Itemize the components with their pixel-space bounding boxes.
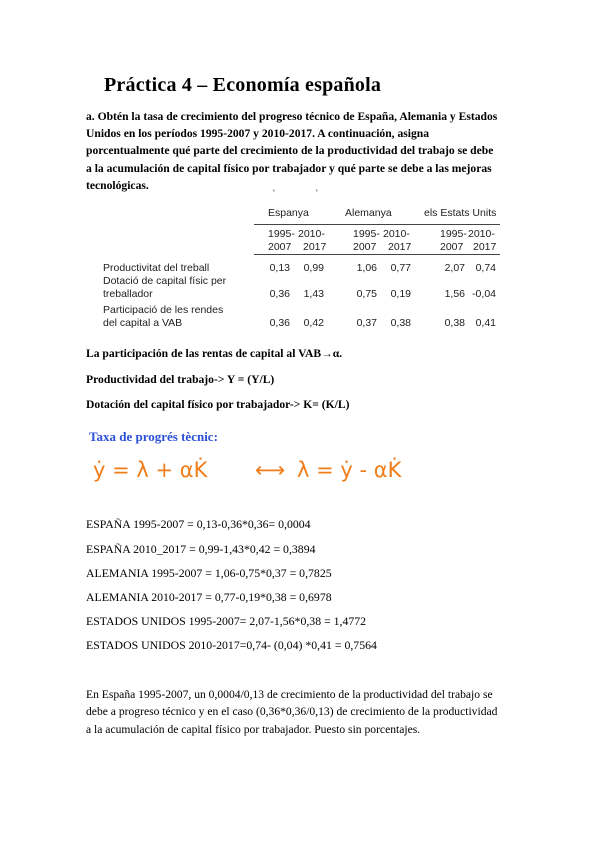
- table-cell: 0,38: [390, 317, 411, 329]
- table-cell: 0,13: [269, 262, 290, 274]
- formula-left: ẏ = λ + αK̇: [93, 458, 208, 482]
- table-cell: 0,77: [390, 262, 411, 274]
- row-label: del capital a VAB: [103, 317, 183, 329]
- row-label: Productivitat del treball: [103, 262, 210, 274]
- table-cell: 2,07: [444, 262, 465, 274]
- table-cell: 0,74: [475, 262, 496, 274]
- period-header: 2007: [268, 241, 292, 253]
- period-header: 1995-: [268, 228, 295, 240]
- table-cell: 0,36: [269, 288, 290, 300]
- table-cell: 1,56: [444, 288, 465, 300]
- calculation-line: ESTADOS UNIDOS 2010-2017=0,74- (0,04) *0,41 = 0,7564: [86, 638, 377, 652]
- period-header: 2007: [440, 241, 464, 253]
- calculation-line: ALEMANIA 1995-2007 = 1,06-0,75*0,37 = 0,7825: [86, 566, 332, 580]
- period-header: 2007: [353, 241, 377, 253]
- row-label: Participació de les rendes: [103, 304, 224, 316]
- country-header-germany: Alemanya: [345, 207, 392, 219]
- table-cell: 0,41: [475, 317, 496, 329]
- calculation-line: ESPAÑA 1995-2007 = 0,13-0,36*0,36= 0,0004: [86, 517, 311, 531]
- row-label: Dotació de capital físic per: [103, 275, 227, 287]
- table-cell: 0,19: [390, 288, 411, 300]
- period-header: 2010-: [468, 228, 495, 240]
- table-cell: 0,38: [444, 317, 465, 329]
- period-header: 2017: [388, 241, 412, 253]
- question-line: a la acumulación de capital físico por trabajador y qué parte se debe a las mejoras: [86, 161, 492, 175]
- question-paragraph: [86, 108, 517, 194]
- table-cell: 0,99: [303, 262, 324, 274]
- table-mark: ': [316, 188, 318, 198]
- table-cell: 0,75: [356, 288, 377, 300]
- row-label: treballador: [103, 288, 153, 300]
- period-header: 1995-: [353, 228, 380, 240]
- calculation-line: ESTADOS UNIDOS 1995-2007= 2,07-1,56*0,38 = 1,4772: [86, 614, 367, 628]
- table-cell: 0,37: [356, 317, 377, 329]
- calculation-line: ALEMANIA 2010-2017 = 0,77-0,19*0,38 = 0,6978: [86, 590, 332, 604]
- country-header-spain: Espanya: [268, 207, 309, 219]
- conclusion-line: debe a progreso técnico y en el caso (0,36*0,36/0,13) de crecimiento de la productividad: [86, 705, 498, 719]
- question-line: a. Obtén la tasa de crecimiento del progreso técnico de España, Alemania y Estados: [86, 110, 498, 123]
- period-header: 2010-: [383, 228, 410, 240]
- table-divider: [254, 254, 500, 255]
- conclusion-paragraph: [86, 686, 518, 738]
- question-line: porcentualmente qué parte del crecimiento de la productividad del trabajo se debe: [86, 144, 494, 158]
- period-header: 2010-: [298, 228, 325, 240]
- table-cell: 0,42: [303, 317, 324, 329]
- table-cell: 0,36: [269, 317, 290, 329]
- table-mark: ': [273, 188, 275, 198]
- period-header: 2017: [303, 241, 327, 253]
- table-cell: 1,06: [356, 262, 377, 274]
- definition-alpha: La participación de las rentas de capital al VAB→α.: [86, 347, 343, 360]
- table-cell: -0,04: [472, 288, 496, 300]
- double-arrow-icon: ⟷: [255, 458, 286, 482]
- formula-right: λ = ẏ - αK̇: [297, 458, 402, 482]
- conclusion-line: En España 1995-2007, un 0,0004/0,13 de crecimiento de la productividad del trabajo se: [86, 688, 493, 701]
- technical-progress-heading: Taxa de progrés tècnic:: [89, 429, 218, 444]
- table-divider: [254, 224, 500, 225]
- country-header-usa: els Estats Units: [424, 207, 497, 219]
- question-line: Unidos en los períodos 1995-2007 y 2010-2017. A continuación, asigna: [86, 127, 430, 141]
- period-header: 2017: [473, 241, 497, 253]
- definition-productivity: Productividad del trabajo-> Y = (Y/L): [86, 373, 275, 386]
- table-cell: 1,43: [303, 288, 324, 300]
- definition-capital: Dotación del capital físico por trabajador-> K= (K/L): [86, 398, 350, 411]
- page-title: Práctica 4 – Economía española: [104, 74, 382, 96]
- calculation-line: ESPAÑA 2010_2017 = 0,99-1,43*0,42 = 0,3894: [86, 542, 316, 556]
- period-header: 1995-: [440, 228, 467, 240]
- question-line: tecnológicas.: [86, 178, 149, 192]
- conclusion-line: a la acumulación de capital físico por trabajador. Puesto sin porcentajes.: [86, 722, 421, 736]
